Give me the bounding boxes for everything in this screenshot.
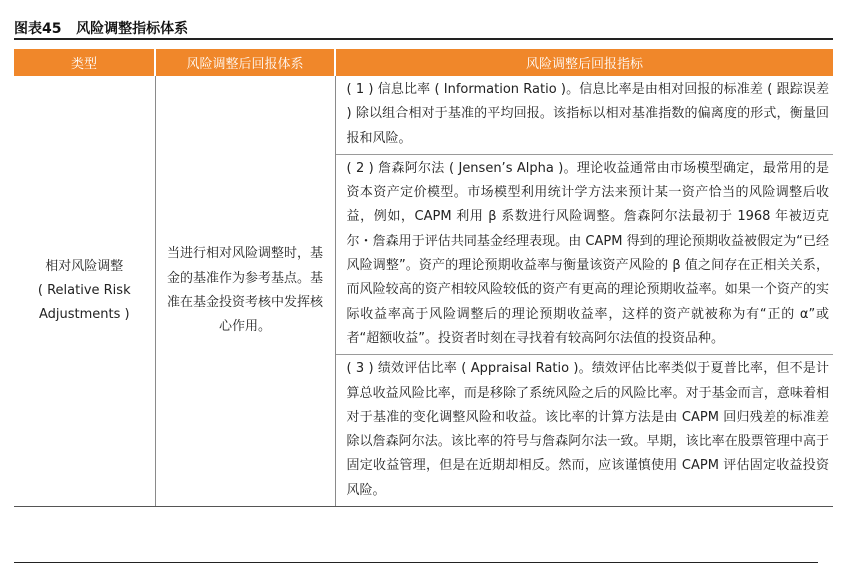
table-header-row <box>14 49 833 76</box>
bottom-rule <box>14 562 818 563</box>
indicator-appraisal-ratio: ( 3 ) 绩效评估比率 ( Appraisal Ratio )。绩效评估比率类似于夏普比率，但不是计算总收益风险比率，而是移除了系统风险之后的风险比率。对于基金而言，意味着相对于基准的变化调整风险和收益。该比率的计算方法是由 CAPM 回归残差的标准差除以詹森阿尔法。该比率的符号与詹森阿尔法一致。早期，该比率在股票管理中高于固定收益管理，但是在近期却相反。然而，应该谨慎使用 CAPM 评估固定收益投资风险。 <box>335 355 833 507</box>
figure-label: 图表45 <box>14 21 62 37</box>
figure-title-text: 风险调整指标体系 <box>76 21 189 37</box>
risk-adjustment-table <box>14 49 833 507</box>
header-type: 类型 <box>14 49 155 76</box>
system-cell <box>155 76 335 507</box>
indicator-information-ratio: ( 1 ) 信息比率 ( Information Ratio )。信息比率是由相对回报的标准差 ( 跟踪误差 ) 除以组合相对于基准的平均回报。该指标以相对基准指数的偏离度的形式，衡量回报和风险。 <box>335 76 833 154</box>
type-english: ( Relative Risk Adjustments ) <box>37 282 131 323</box>
table-row <box>14 76 833 154</box>
header-system: 风险调整后回报体系 <box>155 49 335 76</box>
system-text: 当进行相对风险调整时，基金的基准作为参考基点。基准在基金投资考核中发挥核心作用。 <box>166 246 323 335</box>
type-name: 相对风险调整 <box>45 258 124 274</box>
figure-title <box>14 18 188 38</box>
type-cell <box>14 76 155 507</box>
header-indicators: 风险调整后回报指标 <box>335 49 833 76</box>
title-rule <box>14 38 833 40</box>
indicator-jensens-alpha: ( 2 ) 詹森阿尔法 ( Jensen’s Alpha )。理论收益通常由市场模型确定，最常用的是资本资产定价模型。市场模型利用统计学方法来预计某一资产恰当的风险调整后收益，例如，CAPM 利用 β 系数进行风险调整。詹森阿尔法最初于 1968 年被迈克尔・詹森用于评估共同基金经理表现。由 CAPM 得到的理论预期收益被假定为“已经风险调整”。资产的理论预期收益率与衡量该资产风险的 β 值之间存在正相关关系，而风险较高的资产相较风险较低的资产有更高的理论预期收益率。如果一个资产的实际收益率高于风险调整后的理论预期收益率，这样的资产就被称为有“正的 α”或者“超额收益”。投资者时刻在寻找着有较高阿尔法值的投资品种。 <box>335 154 833 354</box>
